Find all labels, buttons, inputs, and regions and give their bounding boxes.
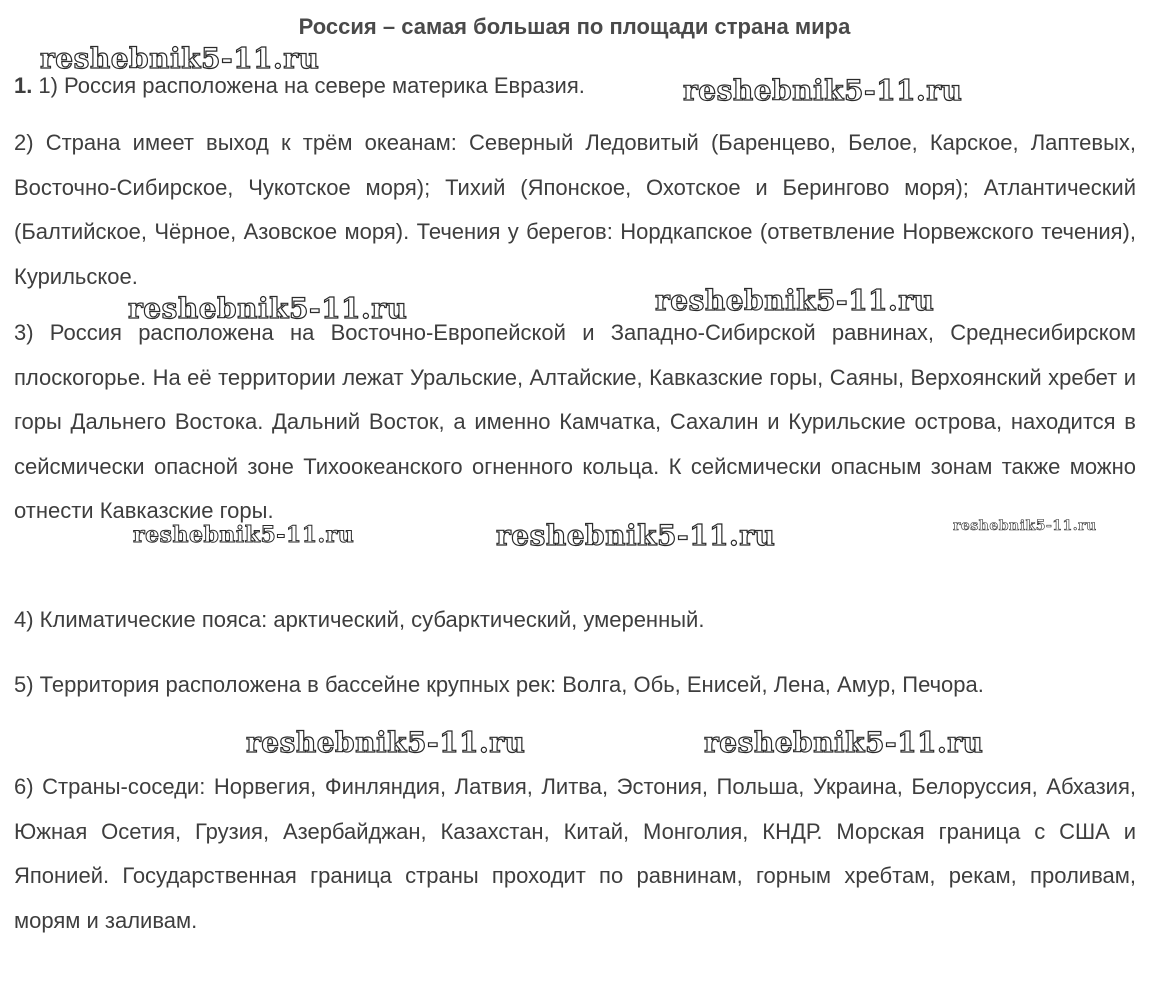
watermark: reshebnik5-11.ru (704, 726, 984, 759)
watermark: reshebnik5-11.ru (246, 726, 526, 759)
watermark: reshebnik5-11.ru (683, 74, 963, 107)
watermark: reshebnik5-11.ru (496, 519, 776, 552)
paragraph-5: 5) Территория расположена в бассейне крупных рек: Волга, Обь, Енисей, Лена, Амур, Печора. (14, 672, 984, 697)
watermark: reshebnik5-11.ru (953, 518, 1097, 534)
paragraph-3: 3) Россия расположена на Восточно-Европейской и Западно-Сибирской равнинах, Среднесибирском плоскогорье. На её территории лежат Уральские, Алтайские, Кавказские горы, Саяны, Верхоянский хребет и горы Дальнего Востока. Дальний Восток, а именно Камчатка, Сахалин и Курильские острова, находится в сейсмически опасной зоне Тихоокеанского огненного кольца. К сейсмически опасным зонам также можно отнести Кавказские горы. (14, 320, 1136, 523)
watermark: reshebnik5-11.ru (133, 522, 355, 548)
watermark: reshebnik5-11.ru (655, 284, 935, 317)
page-title: Россия – самая большая по площади страна мира (298, 14, 851, 39)
paragraph-1 (14, 64, 1136, 109)
paragraph-1-text: 1) Россия расположена на севере материка Евразия. (38, 73, 585, 98)
task-number: 1. (14, 73, 33, 98)
watermark: reshebnik5-11.ru (40, 42, 320, 75)
paragraph-4: 4) Климатические пояса: арктический, субарктический, умеренный. (14, 607, 705, 632)
paragraph-2: 2) Страна имеет выход к трём океанам: Северный Ледовитый (Баренцево, Белое, Карское, Лаптевых, Восточно-Сибирское, Чукотское моря); Тихий (Японское, Охотское и Берингово моря); Атлантический (Балтийское, Чёрное, Азовское моря). Течения у берегов: Нордкапское (ответвление Норвежского течения), Курильское. (14, 130, 1136, 289)
watermark: reshebnik5-11.ru (128, 292, 408, 325)
paragraph-6: 6) Страны-соседи: Норвегия, Финляндия, Латвия, Литва, Эстония, Польша, Украина, Белоруссия, Абхазия, Южная Осетия, Грузия, Азербайджан, Казахстан, Китай, Монголия, КНДР. Морская граница с США и Японией. Государственная граница страны проходит по равнинам, горным хребтам, рекам, проливам, морям и заливам. (14, 774, 1136, 933)
